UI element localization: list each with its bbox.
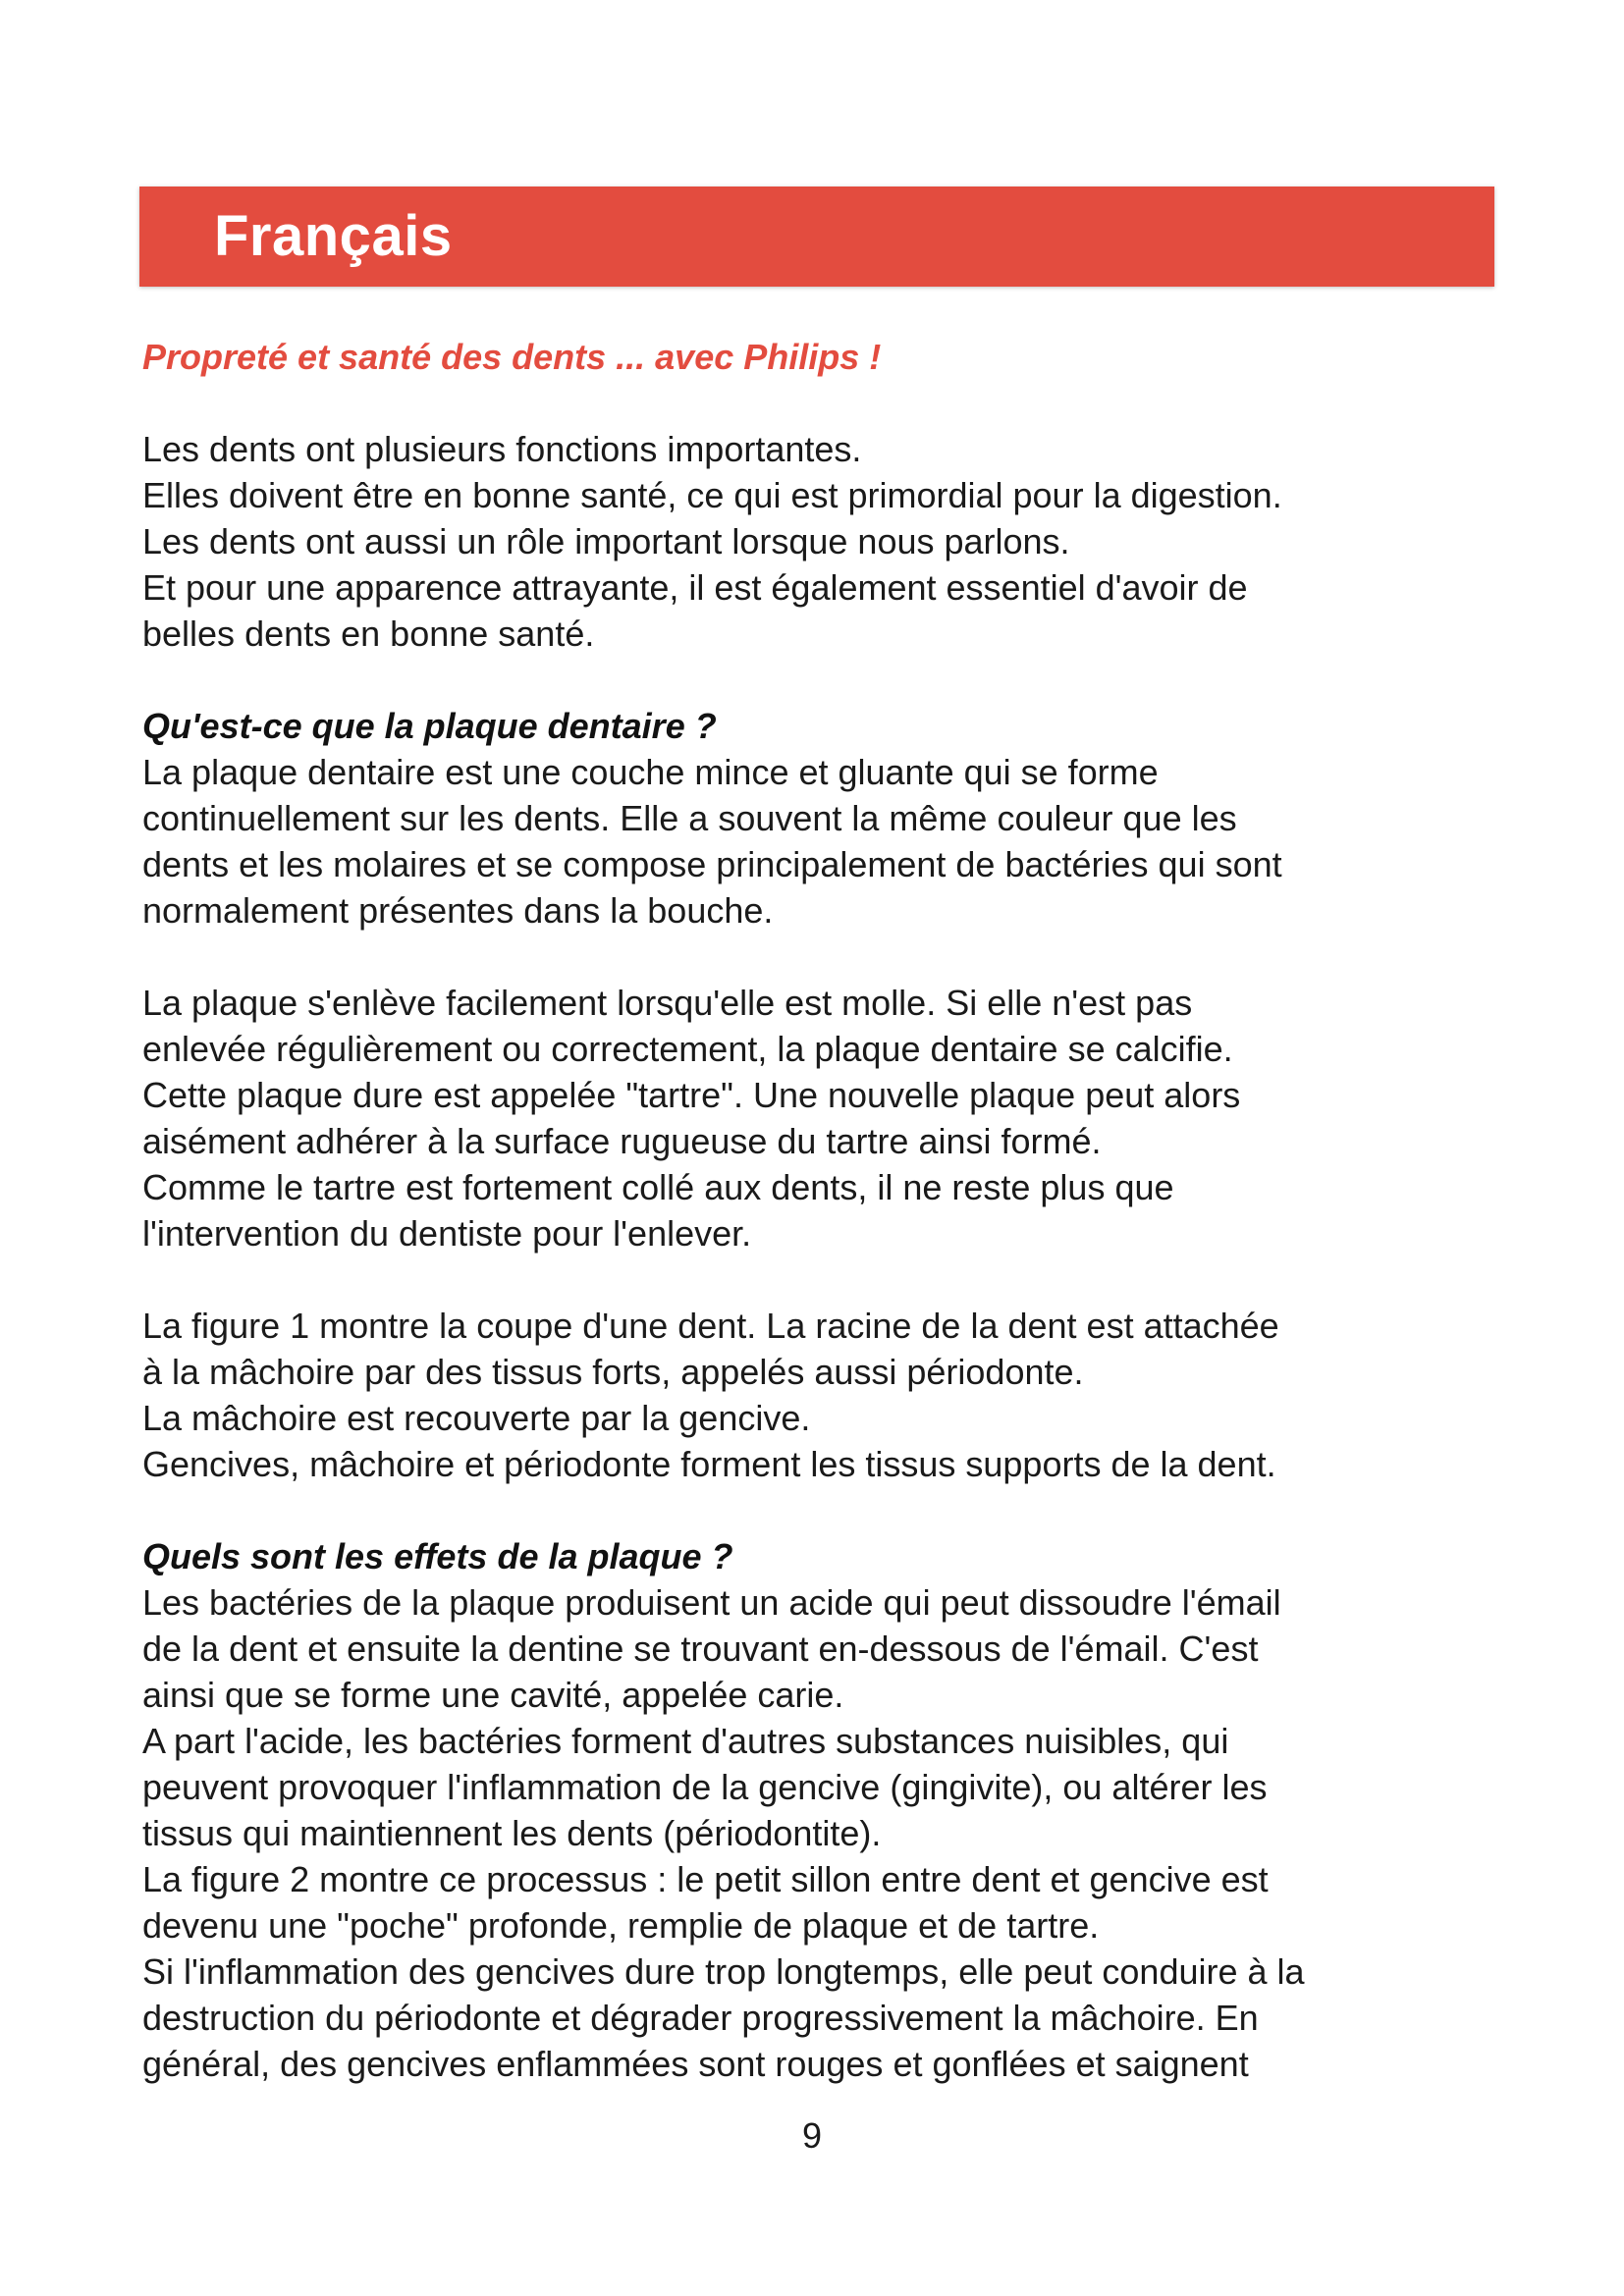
intro-paragraph — [142, 426, 1517, 657]
text-line: La plaque dentaire est une couche mince et gluante qui se forme — [142, 752, 1159, 792]
page-subtitle: Propreté et santé des dents ... avec Philips ! — [142, 337, 882, 377]
text-line: général, des gencives enflammées sont rouges et gonflées et saignent — [142, 2044, 1249, 2084]
text-line: enlevée régulièrement ou correctement, la plaque dentaire se calcifie. — [142, 1029, 1233, 1069]
section-heading-plaque: Qu'est-ce que la plaque dentaire ? — [142, 706, 717, 746]
text-line: continuellement sur les dents. Elle a souvent la même couleur que les — [142, 798, 1237, 838]
text-line: La figure 1 montre la coupe d'une dent. La racine de la dent est attachée — [142, 1306, 1279, 1346]
text-line: A part l'acide, les bactéries forment d'autres substances nuisibles, qui — [142, 1721, 1229, 1761]
text-line: La figure 2 montre ce processus : le petit sillon entre dent et gencive est — [142, 1859, 1269, 1899]
text-line: belles dents en bonne santé. — [142, 614, 595, 654]
text-line: normalement présentes dans la bouche. — [142, 890, 774, 931]
text-line: de la dent et ensuite la dentine se trouvant en-dessous de l'émail. C'est — [142, 1629, 1259, 1669]
text-line: Les bactéries de la plaque produisent un acide qui peut dissoudre l'émail — [142, 1582, 1281, 1623]
text-line: Et pour une apparence attrayante, il est également essentiel d'avoir de — [142, 567, 1248, 608]
text-line: Cette plaque dure est appelée "tartre". Une nouvelle plaque peut alors — [142, 1075, 1241, 1115]
text-line: Les dents ont aussi un rôle important lorsque nous parlons. — [142, 521, 1070, 561]
text-line: ainsi que se forme une cavité, appelée carie. — [142, 1675, 844, 1715]
language-banner — [139, 187, 1494, 287]
text-line: Les dents ont plusieurs fonctions importantes. — [142, 429, 862, 469]
text-line: à la mâchoire par des tissus forts, appelés aussi périodonte. — [142, 1352, 1084, 1392]
page-number: 9 — [801, 2115, 823, 2156]
plaque-paragraph-1 — [142, 749, 1517, 934]
plaque-paragraph-2 — [142, 980, 1517, 1256]
section-heading-effects: Quels sont les effets de la plaque ? — [142, 1536, 733, 1576]
text-line: Elles doivent être en bonne santé, ce qui est primordial pour la digestion. — [142, 475, 1282, 515]
text-line: tissus qui maintiennent les dents (périodontite). — [142, 1813, 882, 1853]
text-line: destruction du périodonte et dégrader progressivement la mâchoire. En — [142, 1998, 1259, 2038]
text-line: Si l'inflammation des gencives dure trop longtemps, elle peut conduire à la — [142, 1951, 1305, 1992]
text-line: Comme le tartre est fortement collé aux dents, il ne reste plus que — [142, 1167, 1174, 1207]
text-line: l'intervention du dentiste pour l'enlever. — [142, 1213, 752, 1254]
effects-paragraph — [142, 1579, 1517, 2087]
plaque-paragraph-3 — [142, 1303, 1517, 1487]
text-line: dents et les molaires et se compose principalement de bactéries qui sont — [142, 844, 1282, 884]
text-line: La plaque s'enlève facilement lorsqu'elle est molle. Si elle n'est pas — [142, 983, 1193, 1023]
text-line: aisément adhérer à la surface rugueuse du tartre ainsi formé. — [142, 1121, 1102, 1161]
page-content — [142, 334, 1517, 2087]
text-line: peuvent provoquer l'inflammation de la gencive (gingivite), ou altérer les — [142, 1767, 1268, 1807]
banner-title: Français — [214, 204, 453, 268]
text-line: La mâchoire est recouverte par la gencive. — [142, 1398, 811, 1438]
text-line: Gencives, mâchoire et périodonte forment les tissus supports de la dent. — [142, 1444, 1276, 1484]
text-line: devenu une "poche" profonde, remplie de plaque et de tartre. — [142, 1905, 1100, 1946]
